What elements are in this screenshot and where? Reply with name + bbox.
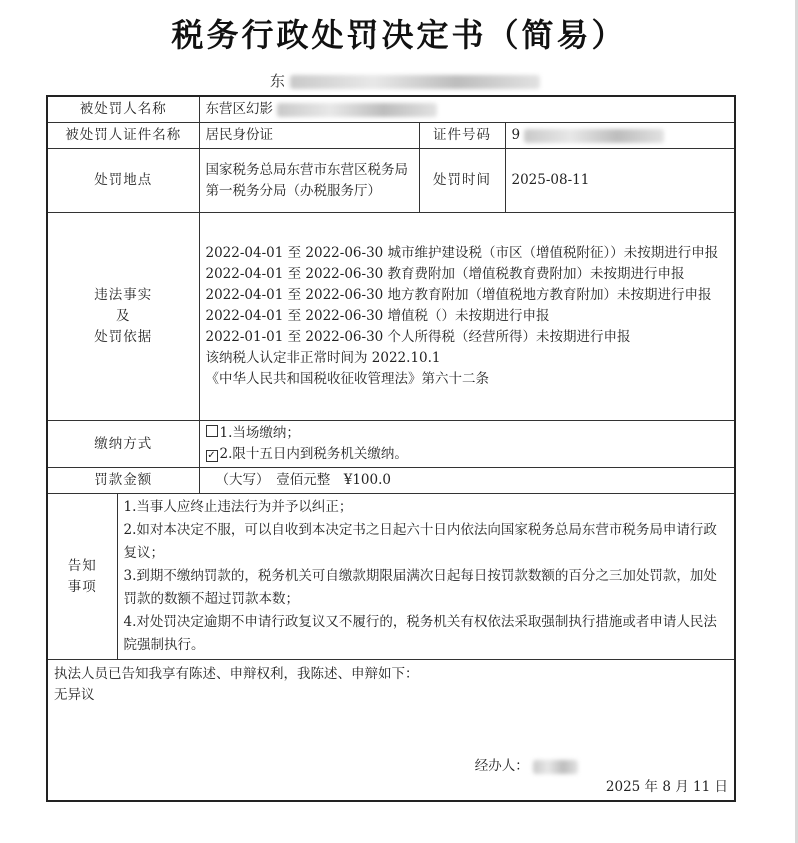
party-name-label: 被处罚人名称 xyxy=(47,96,199,123)
payment-label: 缴纳方式 xyxy=(47,421,199,468)
handler-line xyxy=(54,756,728,777)
facts-content xyxy=(199,213,735,421)
notice-item: 4.对处罚决定逾期不申请行政复议又不履行的，税务机关有权依法采取强制执行措施或者申请人民法院强制执行。 xyxy=(123,614,717,653)
id-no-value: 9 xyxy=(511,127,521,143)
notice-item: 1.当事人应终止违法行为并予以纠正； xyxy=(123,499,353,515)
fact-item: 2022-04-01 至 2022-06-30 地方教育附加（增值税地方教育附加）未按期进行申报 xyxy=(205,287,712,303)
document-number xyxy=(270,70,540,91)
redacted-doc-number xyxy=(290,75,540,89)
row-id xyxy=(47,123,735,149)
payment-option-15days xyxy=(206,444,729,465)
decision-table xyxy=(46,95,736,802)
time-label: 处罚时间 xyxy=(419,149,505,213)
statement-intro: 执法人员已告知我享有陈述、申辩权利，我陈述、申辩如下： xyxy=(54,666,419,682)
redacted-id-no xyxy=(524,129,664,143)
fine-label: 罚款金额 xyxy=(47,468,199,494)
checkbox-onsite xyxy=(206,425,218,437)
checkbox-15days: ✓ xyxy=(207,450,216,461)
redacted-party-name xyxy=(277,103,437,117)
facts-label xyxy=(47,213,199,421)
row-party-name xyxy=(47,96,735,123)
statement-cell xyxy=(47,660,735,802)
payment-option-2-label: 2.限十五日内到税务机关缴纳。 xyxy=(219,446,408,462)
notice-item: 3.到期不缴纳罚款的，税务机关可自缴款期限届满次日起每日按罚款数额的百分之三加处罚款，加处罚款的数额不超过罚款本数； xyxy=(123,568,717,607)
place-label: 处罚地点 xyxy=(47,149,199,213)
notice-label-line-2: 事项 xyxy=(67,578,97,595)
handler-label: 经办人： xyxy=(474,758,529,774)
payment-options xyxy=(199,421,735,468)
row-fine xyxy=(47,468,735,494)
place-value: 国家税务总局东营市东营区税务局第一税务分局（办税服务厅） xyxy=(199,149,419,213)
row-place-time xyxy=(47,149,735,213)
fact-item: 2022-01-01 至 2022-06-30 个人所得税（经营所得）未按期进行申报 xyxy=(205,329,631,345)
id-no-label: 证件号码 xyxy=(419,123,505,149)
notice-label xyxy=(47,494,117,660)
doc-number-prefix: 东 xyxy=(270,72,286,90)
row-facts xyxy=(47,213,735,421)
redacted-handler-name xyxy=(533,760,578,774)
fact-item: 2022-04-01 至 2022-06-30 教育费附加（增值税教育费附加）未按期进行申报 xyxy=(205,266,685,282)
notice-label-line-1: 告知 xyxy=(67,557,97,574)
notice-content xyxy=(117,494,735,660)
id-type-label: 被处罚人证件名称 xyxy=(47,123,199,149)
sign-date: 2025 年 8 月 11 日 xyxy=(605,779,728,795)
fact-item: 2022-04-01 至 2022-06-30 城市维护建设税（市区（增值税附征））未按期进行申报 xyxy=(205,245,719,261)
party-name-cell xyxy=(199,96,735,123)
statement-value: 无异议 xyxy=(54,687,95,703)
payment-option-1-label: 1.当场缴纳； xyxy=(219,425,300,441)
id-no-cell xyxy=(505,123,735,149)
id-type-value: 居民身份证 xyxy=(199,123,419,149)
fine-value: （大写） 壹佰元整 ¥100.0 xyxy=(199,468,735,494)
document-title: 税务行政处罚决定书（简易） xyxy=(171,16,627,54)
facts-label-line-3: 处罚依据 xyxy=(94,329,153,345)
facts-label-line-2: 及 xyxy=(116,308,131,324)
party-name-value: 东营区幻影 xyxy=(205,101,273,117)
row-payment xyxy=(47,421,735,468)
time-value: 2025-08-11 xyxy=(505,149,735,213)
fact-item: 《中华人民共和国税收征收管理法》第六十二条 xyxy=(205,371,489,387)
row-notice xyxy=(47,494,735,660)
notice-item: 2.如对本决定不服，可以自收到本决定书之日起六十日内依法向国家税务总局东营市税务局申请行政复议； xyxy=(123,522,717,561)
payment-option-onsite xyxy=(206,423,729,444)
facts-label-line-1: 违法事实 xyxy=(94,287,153,303)
row-statement xyxy=(47,660,735,802)
fact-item: 2022-04-01 至 2022-06-30 增值税（）未按期进行申报 xyxy=(205,308,550,324)
fact-item: 该纳税人认定非正常时间为 2022.10.1 xyxy=(205,350,441,366)
